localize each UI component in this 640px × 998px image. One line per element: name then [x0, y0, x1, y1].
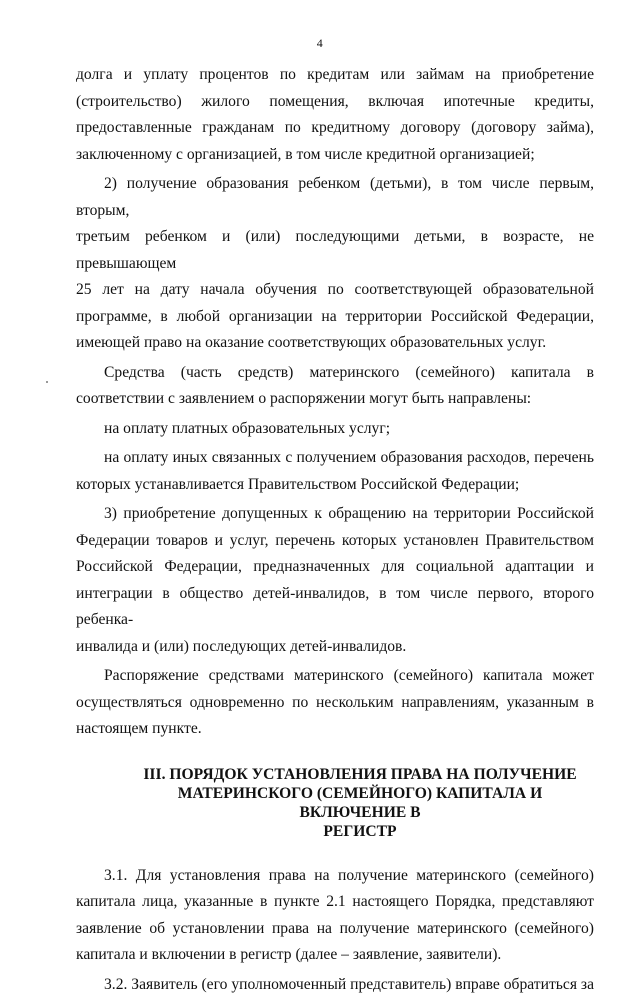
heading-line: РЕГИСТР: [126, 822, 594, 841]
text-line: 3.2. Заявитель (его уполномоченный представитель) вправе обратиться за: [76, 972, 594, 998]
section-heading: [76, 765, 594, 841]
text-line: 3) приобретение допущенных к обращению на территории Российской: [76, 501, 594, 528]
text-line: капитала и включении в регистр (далее – заявление, заявители).: [76, 942, 594, 969]
text-line: которых устанавливается Правительством Российской Федерации;: [76, 472, 594, 499]
paragraph-7: [76, 663, 594, 743]
text-line: соответствии с заявлением о распоряжении могут быть направлены:: [76, 386, 594, 413]
heading-line: III. ПОРЯДОК УСТАНОВЛЕНИЯ ПРАВА НА ПОЛУЧЕНИЕ: [126, 765, 594, 784]
text-line: Средства (часть средств) материнского (семейного) капитала в: [76, 360, 594, 387]
paragraph-3-2: [76, 972, 594, 998]
paragraph-5: [76, 445, 594, 498]
margin-mark: [46, 381, 48, 383]
text-line: третьим ребенком и (или) последующими детьми, в возрасте, не превышающем: [76, 224, 594, 277]
text-line: заключенному с организацией, в том числе кредитной организацией;: [76, 142, 594, 169]
text-line: (строительство) жилого помещения, включая ипотечные кредиты,: [76, 89, 594, 116]
paragraph-6: [76, 501, 594, 660]
text-line: Российской Федерации, предназначенных для социальной адаптации и: [76, 554, 594, 581]
paragraph-1: [76, 62, 594, 168]
text-line: долга и уплату процентов по кредитам или займам на приобретение: [76, 62, 594, 89]
text-line: Распоряжение средствами материнского (семейного) капитала может: [76, 663, 594, 690]
text-line: на оплату иных связанных с получением образования расходов, перечень: [76, 445, 594, 472]
text-line: 3.1. Для установления права на получение материнского (семейного): [76, 863, 594, 890]
text-line: инвалида и (или) последующих детей-инвалидов.: [76, 634, 594, 661]
document-body: [76, 62, 594, 998]
paragraph-3-1: [76, 863, 594, 969]
page-number: 4: [0, 36, 640, 51]
text-line: программе, в любой организации на территории Российской Федерации,: [76, 304, 594, 331]
heading-line: МАТЕРИНСКОГО (СЕМЕЙНОГО) КАПИТАЛА И ВКЛЮЧЕНИЕ В: [126, 784, 594, 822]
text-line: капитала лица, указанные в пункте 2.1 настоящего Порядка, представляют: [76, 889, 594, 916]
paragraph-2: [76, 171, 594, 357]
text-line: на оплату платных образовательных услуг;: [76, 416, 594, 443]
paragraph-4: [76, 416, 594, 443]
text-line: интеграции в общество детей-инвалидов, в том числе первого, второго ребенка-: [76, 581, 594, 634]
text-line: предоставленные гражданам по кредитному договору (договору займа),: [76, 115, 594, 142]
text-line: Федерации товаров и услуг, перечень которых установлен Правительством: [76, 528, 594, 555]
paragraph-3: [76, 360, 594, 413]
text-line: 25 лет на дату начала обучения по соответствующей образовательной: [76, 277, 594, 304]
text-line: 2) получение образования ребенком (детьми), в том числе первым, вторым,: [76, 171, 594, 224]
text-line: настоящем пункте.: [76, 716, 594, 743]
text-line: имеющей право на оказание соответствующих образовательных услуг.: [76, 330, 594, 357]
text-line: осуществляться одновременно по нескольким направлениям, указанным в: [76, 690, 594, 717]
text-line: заявление об установлении права на получение материнского (семейного): [76, 916, 594, 943]
